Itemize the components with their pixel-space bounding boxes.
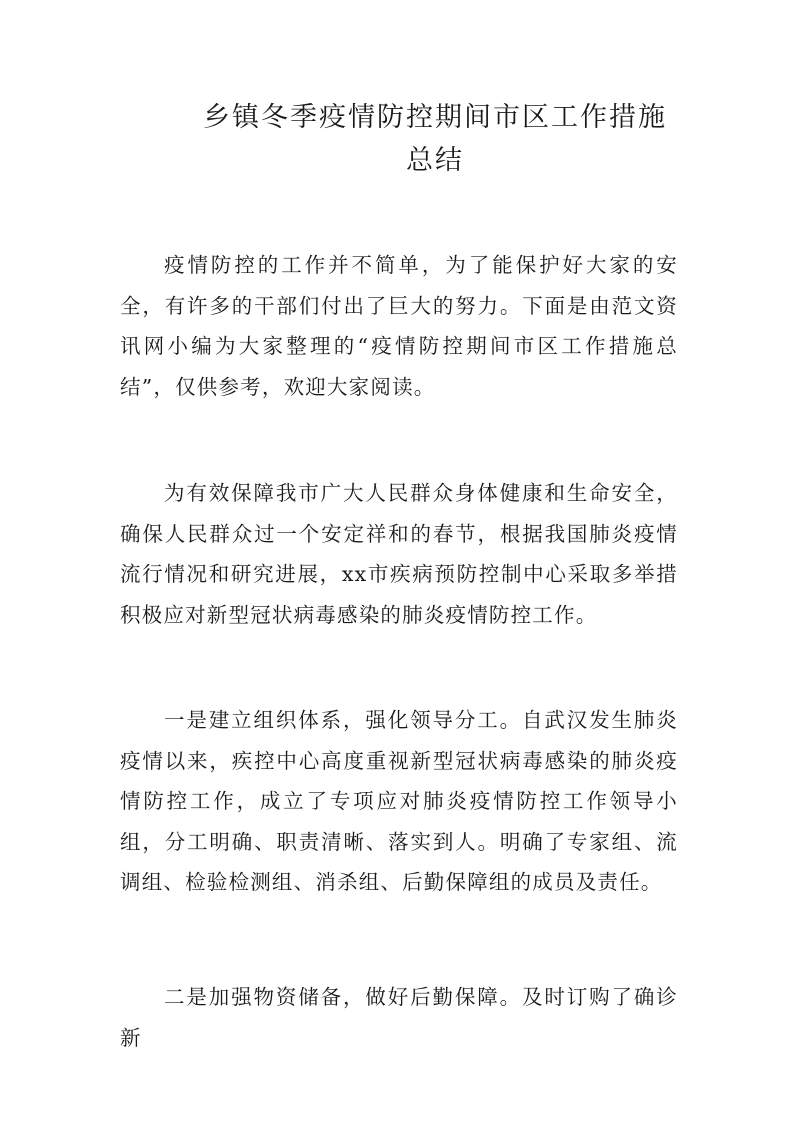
paragraph-measure-two: 二是加强物资储备，做好后勤保障。及时订购了确诊新 — [120, 985, 678, 1050]
paragraph-intro: 疫情防控的工作并不简单，为了能保护好大家的安全，有许多的干部们付出了巨大的努力。下面是由范文资讯网小编为大家整理的“疫情防控期间市区工作措施总结”，仅供参考，欢迎大家阅读。 — [120, 253, 678, 399]
paragraph-background: 为有效保障我市广大人民群众身体健康和生命安全，确保人民群众过一个安定祥和的春节，根据我国肺炎疫情流行情况和研究进展，xx市疾病预防控制中心采取多举措积极应对新型冠状病毒感染的肺炎疫情防控工作。 — [120, 481, 678, 627]
paragraph-measure-one: 一是建立组织体系，强化领导分工。自武汉发生肺炎疫情以来，疾控中心高度重视新型冠状病毒感染的肺炎疫情防控工作，成立了专项应对肺炎疫情防控工作领导小组，分工明确、职责清晰、落实到人。明确了专家组、流调组、检验检测组、消杀组、后勤保障组的成员及责任。 — [120, 708, 678, 894]
document-title-line-1: 乡镇冬季疫情防控期间市区工作措施 — [203, 102, 667, 133]
document-title-line-2: 总结 — [406, 145, 464, 176]
